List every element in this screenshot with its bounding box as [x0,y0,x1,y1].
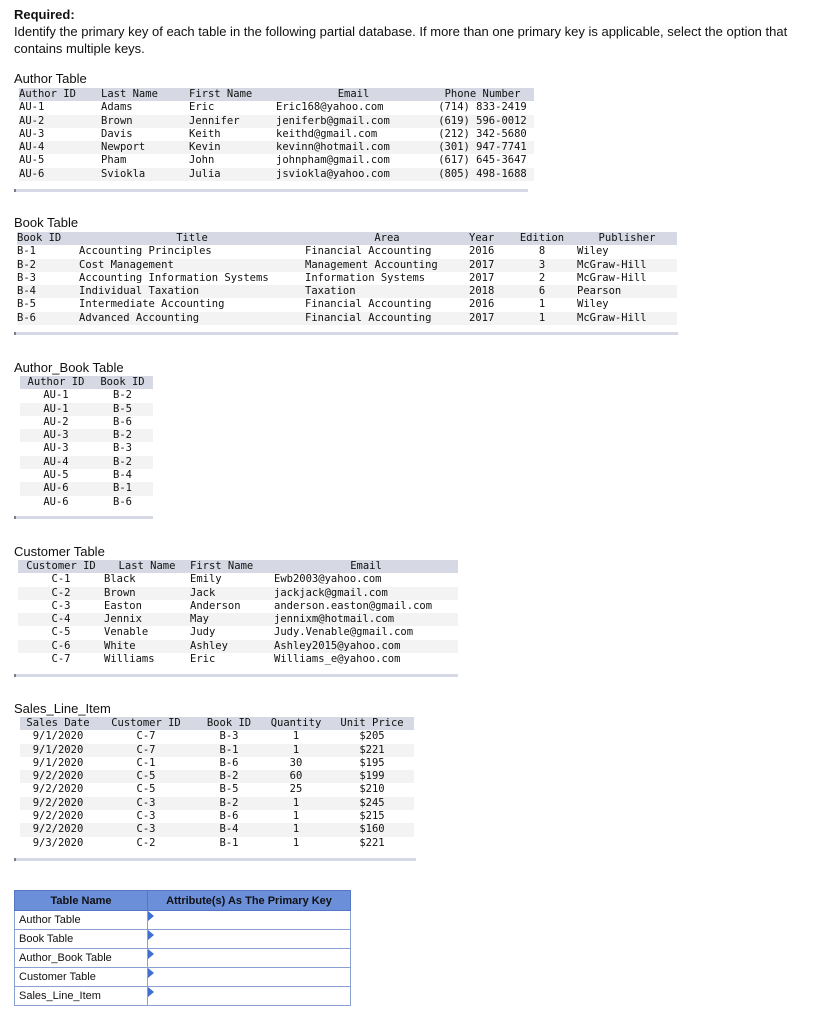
table-cell: Williams_e@yahoo.com [274,653,401,666]
book-row [17,285,677,298]
table-cell: Individual Taxation [79,285,305,298]
table-cell: Ewb2003@yahoo.com [274,573,382,586]
table-cell: B-3 [113,442,132,455]
primary-key-dropdown[interactable] [148,968,351,987]
customer-table-header [18,560,458,573]
col-header: Customer ID [96,717,196,730]
answer-table-name: Sales_Line_Item [15,987,148,1006]
author-book-row [20,416,153,429]
sales-line-item-table [20,717,414,850]
table-cell: Ashley2015@yahoo.com [274,640,458,653]
table-cell: 9/2/2020 [32,810,84,823]
col-header: Title [79,232,305,245]
table-cell: B-2 [196,770,262,783]
table-cell: C-1 [51,573,71,586]
table-cell: jackjack@gmail.com [274,587,458,600]
col-header: Book ID [17,232,79,245]
table-cell: Kevin [189,141,276,154]
table-cell: AU-2 [43,415,69,428]
table-cell: 60 [262,770,330,783]
table-cell: 1 [507,312,577,325]
table-cell: 2016 [469,298,495,311]
sales-row [20,730,414,743]
table-cell: 1 [262,744,330,757]
customer-row [18,640,458,653]
dropdown-indicator-icon [148,930,154,940]
table-cell: Keith [189,127,221,140]
table-cell: 2016 [469,245,495,258]
col-header: Year [469,232,507,245]
table-cell: C-2 [136,836,156,849]
answer-table-name: Author_Book Table [15,949,148,968]
table-cell: Jack [190,587,274,600]
answer-table-name: Customer Table [15,968,148,987]
table-cell: (714) 833-2419 [438,101,527,114]
table-cell: 9/1/2020 [20,744,96,757]
instructions-text: Identify the primary key of each table in the following partial database. If more than one primary key is applicable, select the option that contains multiple keys. [14,24,788,56]
book-table-header [17,232,677,245]
author-table-body [19,101,534,181]
col-header: Edition [507,232,577,245]
table-cell: Wiley [577,245,609,258]
table-cell: AU-1 [19,101,45,114]
author-row [19,141,534,154]
answer-col-table-name: Table Name [15,891,148,911]
table-cell: Brown [101,115,189,128]
table-cell: Eric168@yahoo.com [276,101,384,114]
author-book-table-body [20,389,153,509]
book-row [17,245,677,258]
table-cell: 2017 [469,259,507,272]
table-cell: Jennix [104,613,190,626]
table-cell: C-2 [18,587,104,600]
table-cell: 9/3/2020 [32,836,84,849]
table-cell: Eric [190,653,216,666]
table-cell: johnpham@gmail.com [276,154,390,167]
table-cell: Jennifer [189,115,276,128]
table-cell: jsviokla@yahoo.com [276,168,431,181]
table-cell: keithd@gmail.com [276,127,378,140]
table-cell: B-2 [17,259,79,272]
table-cell: Eric [189,101,215,114]
table-cell: C-4 [18,613,104,626]
table-cell: Anderson [190,599,241,612]
answer-row [15,987,351,1006]
answer-table [14,890,351,1006]
table-cell: $221 [359,836,385,849]
table-cell: B-2 [92,429,153,442]
table-cell: C-5 [51,626,71,639]
table-cell: 2017 [469,312,507,325]
table-cell: White [104,640,190,653]
book-row [17,259,677,272]
table-cell: (301) 947-7741 [431,141,534,154]
answer-row [15,911,351,930]
col-header: Quantity [262,717,330,730]
table-cell: AU-4 [19,141,101,154]
table-cell: Intermediate Accounting [79,298,225,311]
table-cell: Financial Accounting [305,312,469,325]
sales-row [20,757,414,770]
answer-table-body [15,911,351,1006]
dropdown-indicator-icon [148,911,154,921]
customer-table-title: Customer Table [14,544,105,559]
table-cell: AU-1 [43,389,69,402]
col-header: Phone Number [431,88,534,101]
sales-row [20,837,414,850]
customer-table [18,560,458,666]
table-cell: McGraw-Hill [577,271,647,284]
table-cell: 1 [262,797,330,810]
col-header: Book ID [196,717,262,730]
table-cell: May [190,613,274,626]
table-cell: $210 [359,783,385,796]
author-book-table-header [20,376,153,389]
table-cell: B-1 [219,836,239,849]
table-cell: kevinn@hotmail.com [276,141,431,154]
book-row [17,312,677,325]
table-cell: AU-5 [43,469,69,482]
sales-row [20,797,414,810]
table-cell: 6 [507,285,577,298]
author-table-header [19,88,534,101]
table-cell: B-2 [92,456,153,469]
table-cell: AU-3 [20,429,92,442]
table-cell: $160 [330,823,414,836]
table-cell: AU-3 [19,127,45,140]
col-header: Last Name [104,560,190,573]
table-cell: B-6 [219,756,239,769]
table-cell: Pearson [577,285,677,298]
table-cell: AU-6 [19,168,101,181]
book-row [17,272,677,285]
table-cell: Easton [104,599,142,612]
table-cell: $245 [330,797,414,810]
customer-table-scrollbar[interactable] [14,674,458,677]
table-cell: Accounting Principles [79,245,212,258]
sales-row [20,810,414,823]
table-cell: AU-3 [43,442,69,455]
table-cell: Taxation [305,285,469,298]
table-cell: Judy [190,626,216,639]
author-table [19,88,534,181]
table-cell: C-3 [136,810,156,823]
sales-row [20,783,414,796]
table-cell: B-2 [196,797,262,810]
table-cell: C-3 [51,599,71,612]
table-cell: C-7 [51,653,71,666]
customer-row [18,573,458,586]
table-cell: Williams [104,653,155,666]
table-cell: Brown [104,587,190,600]
col-header: Sales Date [20,717,96,730]
table-cell: C-7 [96,744,196,757]
table-cell: AU-5 [19,154,45,167]
table-cell: 9/2/2020 [20,770,96,783]
col-header: Email [276,88,431,101]
table-cell: AU-4 [20,456,92,469]
author-book-row [20,403,153,416]
table-cell: 1 [292,730,300,743]
table-cell: Accounting Information Systems [79,271,269,284]
author-book-row [20,496,153,509]
author-row [19,154,534,167]
table-cell: McGraw-Hill [577,259,677,272]
table-cell: 1 [538,298,546,311]
table-cell: 1 [292,836,300,849]
table-cell: B-4 [17,285,79,298]
col-header: Author ID [19,88,101,101]
required-section [14,6,836,57]
customer-row [18,600,458,613]
book-table-body [17,245,677,325]
table-cell: Julia [189,168,276,181]
table-cell: C-6 [18,640,104,653]
table-cell: 2017 [469,271,495,284]
col-header: Area [305,232,469,245]
answer-table-name: Book Table [15,930,148,949]
author-row [19,115,534,128]
table-cell: B-5 [17,298,36,311]
table-cell: B-4 [196,823,262,836]
table-cell: $221 [330,744,414,757]
author-book-row [20,442,153,455]
table-cell: (805) 498-1688 [431,168,534,181]
author-book-table [20,376,153,509]
sales-table-body [20,730,414,850]
table-cell: C-5 [136,783,156,796]
table-cell: Financial Accounting [305,245,432,258]
table-cell: $195 [359,756,385,769]
book-table-scrollbar[interactable] [14,332,678,335]
answer-row [15,930,351,949]
required-heading: Required: [14,7,75,22]
table-cell: McGraw-Hill [577,312,677,325]
table-cell: 2018 [469,285,507,298]
table-cell: AU-2 [19,115,101,128]
book-row [17,298,677,311]
table-cell: Management Accounting [305,259,469,272]
dropdown-indicator-icon [148,968,154,978]
table-cell: jennixm@hotmail.com [274,613,458,626]
table-cell: Pham [101,154,127,167]
table-cell: 30 [289,756,303,769]
answer-col-primary-key: Attribute(s) As The Primary Key [148,891,351,911]
table-cell: 9/1/2020 [32,730,84,743]
answer-row [15,949,351,968]
author-row [19,168,534,181]
author-table-scrollbar[interactable] [14,189,528,192]
author-book-row [20,482,153,495]
table-cell: (212) 342-5680 [438,127,527,140]
col-header: Book ID [92,376,153,389]
author-book-row [20,389,153,402]
table-cell: C-5 [96,770,196,783]
table-cell: Ashley [190,640,274,653]
table-cell: B-1 [196,744,262,757]
table-cell: 9/2/2020 [32,783,84,796]
table-cell: C-7 [136,730,156,743]
primary-key-dropdown[interactable] [148,930,351,949]
author-book-row [20,469,153,482]
table-cell: 25 [289,783,303,796]
table-cell: B-4 [113,469,132,482]
customer-row [18,626,458,639]
table-cell: C-1 [136,756,156,769]
col-header: Author ID [20,376,92,389]
author-book-table-title: Author_Book Table [14,360,124,375]
table-cell: (619) 596-0012 [431,115,534,128]
table-cell: B-2 [113,389,132,402]
author-book-row [20,456,153,469]
table-cell: Financial Accounting [305,298,432,311]
col-header: Publisher [577,232,677,245]
customer-row [18,587,458,600]
col-header: Email [274,560,458,573]
author-row [19,101,534,114]
table-cell: Venable [104,626,149,639]
primary-key-dropdown[interactable] [148,949,351,968]
table-cell: B-6 [113,495,132,508]
table-cell: Cost Management [79,259,305,272]
author-row [19,128,534,141]
table-cell: $215 [359,810,385,823]
table-cell: B-5 [92,403,153,416]
answer-table-name: Author Table [15,911,148,930]
customer-table-body [18,573,458,666]
col-header: First Name [190,560,274,573]
table-cell: 3 [507,259,577,272]
table-cell: 2 [538,271,546,284]
sales-line-item-title: Sales_Line_Item [14,701,111,716]
sales-table-header [20,717,414,730]
table-cell: Emily [190,573,222,586]
sales-row [20,744,414,757]
author-table-title: Author Table [14,71,87,86]
sales-row [20,823,414,836]
table-cell: Wiley [577,298,609,311]
table-cell: Black [104,573,136,586]
author-book-row [20,429,153,442]
table-cell: Information Systems [305,271,426,284]
sales-row [20,770,414,783]
table-cell: AU-6 [43,495,69,508]
dropdown-indicator-icon [148,949,154,959]
table-cell: B-3 [219,730,239,743]
author-book-table-scrollbar[interactable] [14,516,153,519]
table-cell: B-3 [17,271,36,284]
customer-row [18,613,458,626]
sales-table-scrollbar[interactable] [14,858,416,861]
table-cell: B-6 [219,810,239,823]
answer-row [15,968,351,987]
table-cell: 9/2/2020 [20,823,96,836]
col-header: Unit Price [330,717,414,730]
table-cell: 1 [262,823,330,836]
book-table [17,232,677,325]
table-cell: John [189,154,215,167]
table-cell: 1 [292,810,300,823]
table-cell: 8 [538,245,546,258]
table-cell: B-6 [17,312,79,325]
table-cell: $205 [359,730,385,743]
table-cell: B-1 [92,482,153,495]
table-cell: Judy.Venable@gmail.com [274,626,414,639]
table-cell: AU-1 [20,403,92,416]
table-cell: (617) 645-3647 [438,154,527,167]
table-cell: C-3 [96,797,196,810]
table-cell: Adams [101,101,133,114]
table-cell: AU-6 [20,482,92,495]
table-cell: jeniferb@gmail.com [276,115,431,128]
col-header: Customer ID [18,560,104,573]
col-header: First Name [189,88,276,101]
table-cell: C-3 [96,823,196,836]
table-cell: B-1 [17,245,36,258]
table-cell: $199 [330,770,414,783]
table-cell: Sviokla [101,168,189,181]
primary-key-dropdown[interactable] [148,987,351,1006]
table-cell: B-5 [219,783,239,796]
book-table-title: Book Table [14,215,79,230]
table-cell: Advanced Accounting [79,312,305,325]
table-cell: Davis [101,127,133,140]
table-cell: 9/2/2020 [20,797,96,810]
table-cell: 9/1/2020 [32,756,84,769]
table-cell: Newport [101,141,189,154]
table-cell: anderson.easton@gmail.com [274,599,433,612]
customer-row [18,653,458,666]
dropdown-indicator-icon [148,987,154,997]
table-cell: B-6 [113,415,132,428]
primary-key-dropdown[interactable] [148,911,351,930]
col-header: Last Name [101,88,189,101]
